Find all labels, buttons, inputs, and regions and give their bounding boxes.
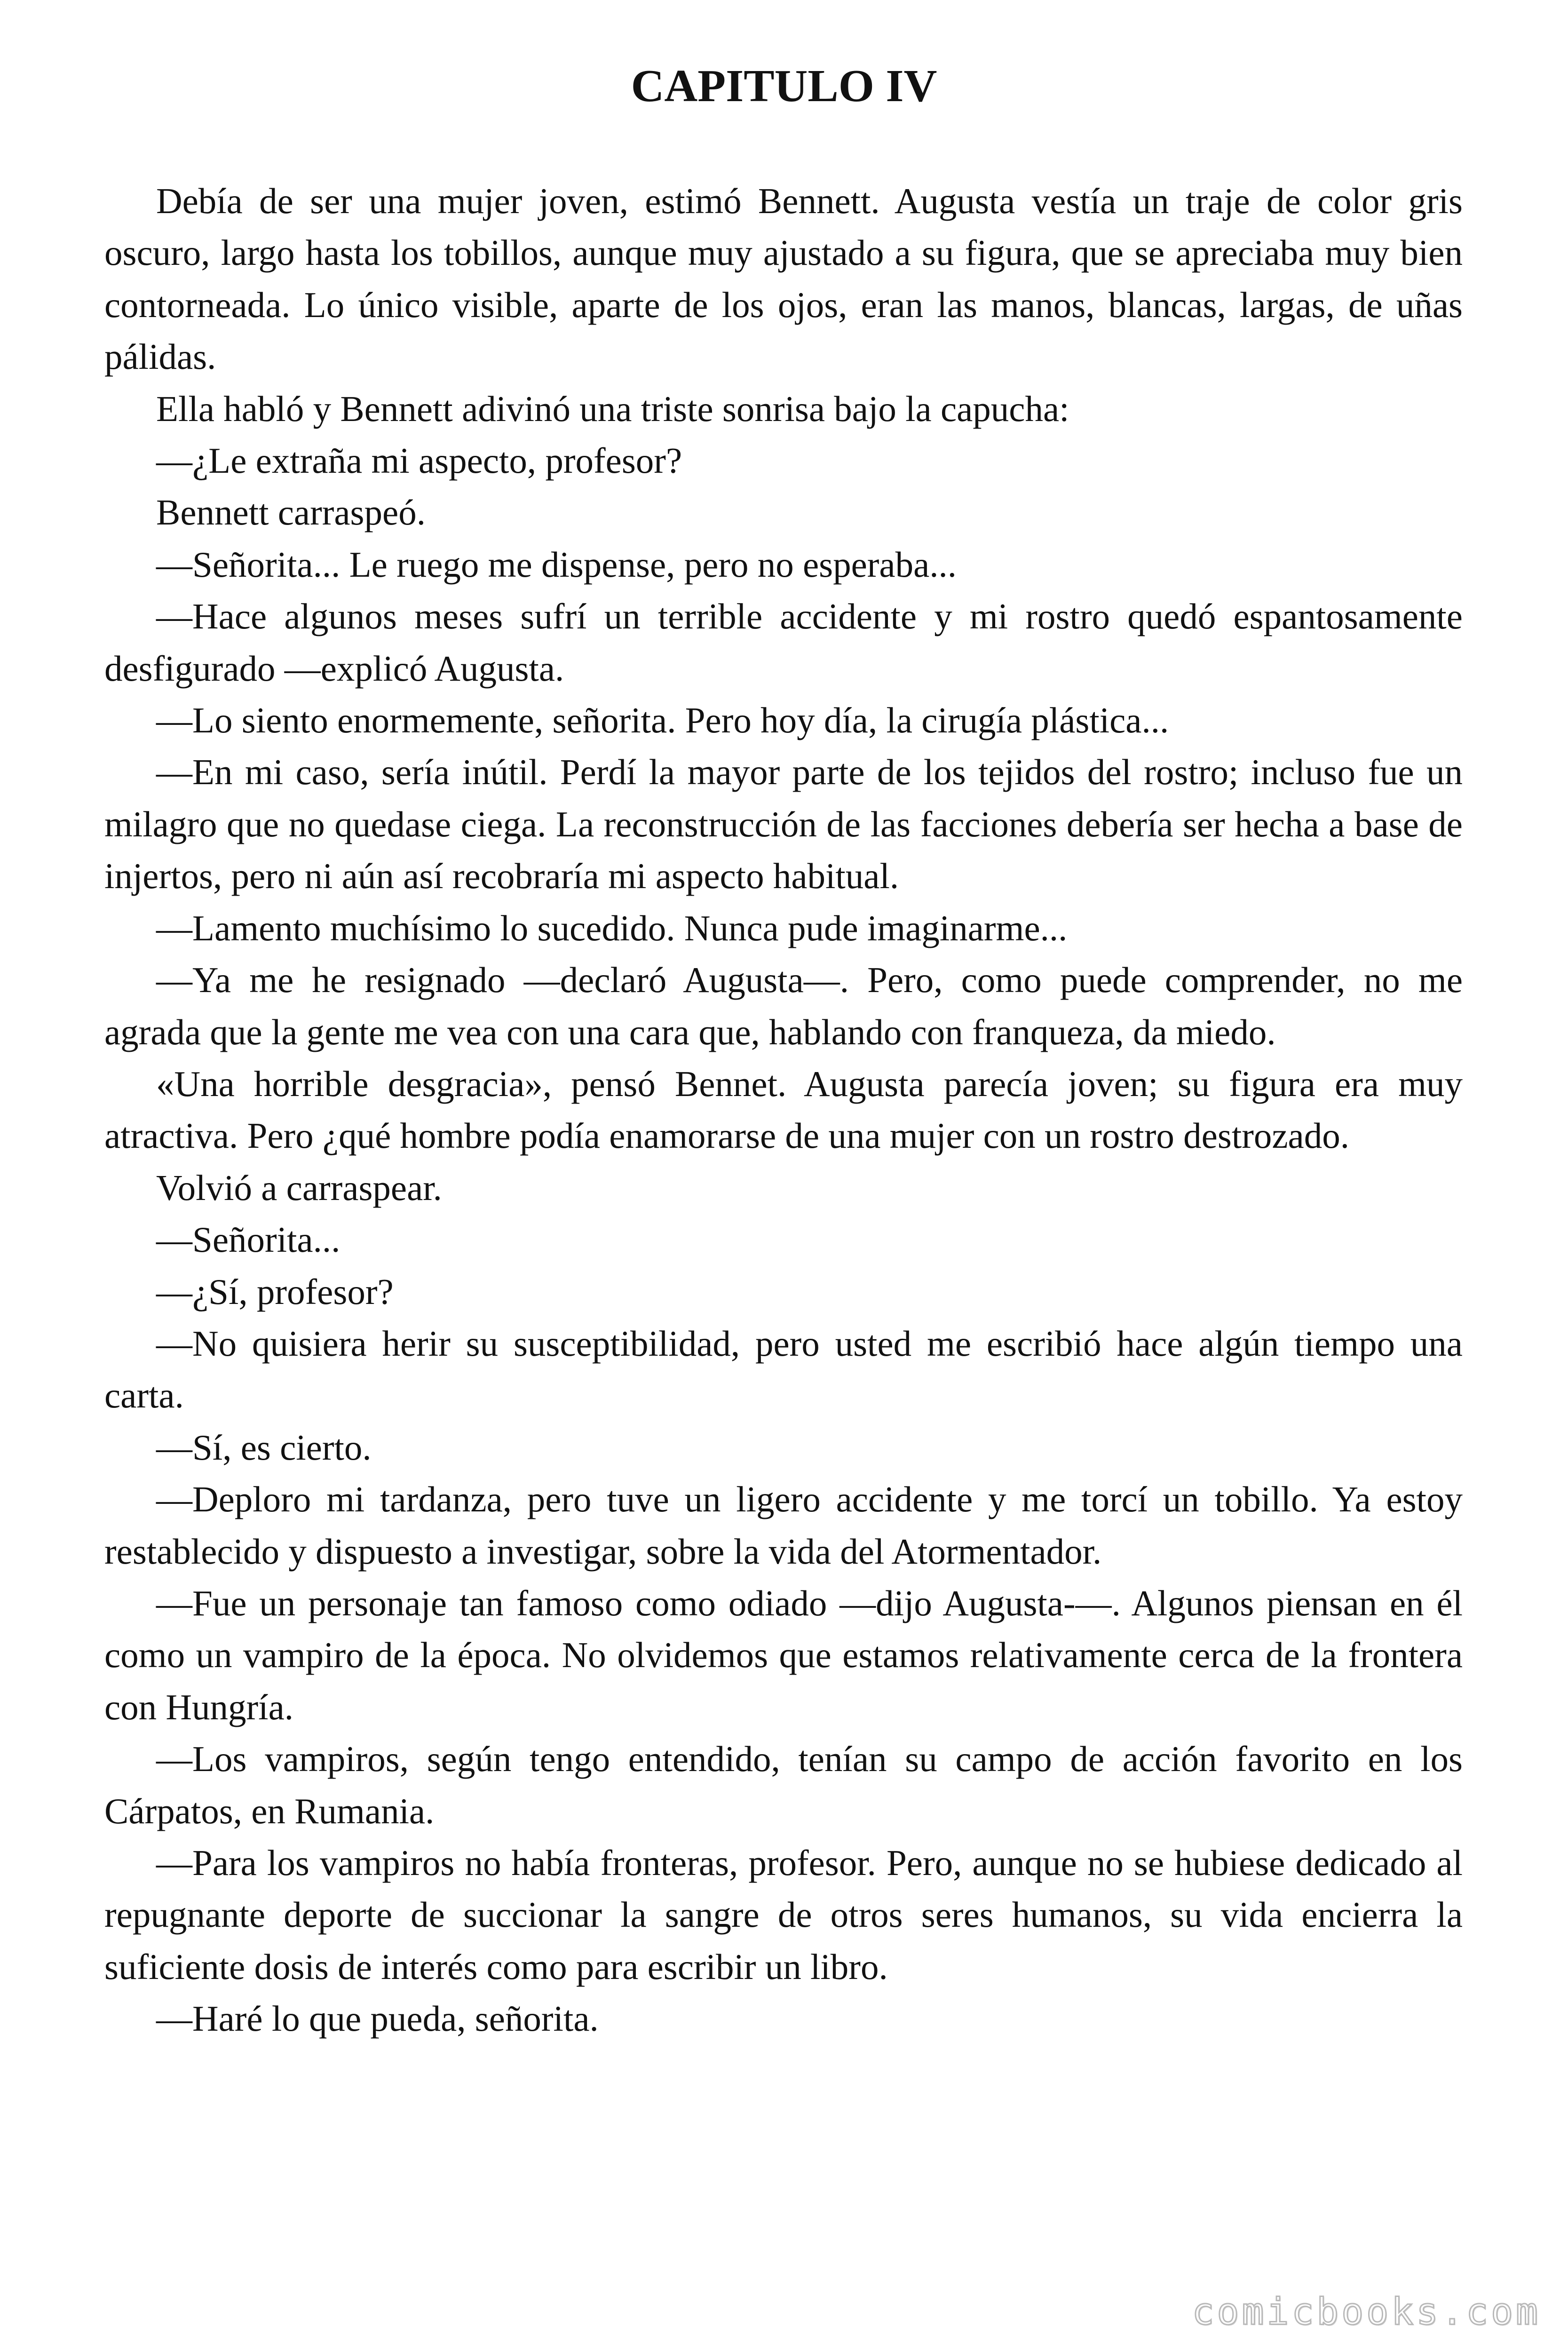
paragraph: «Una horrible desgracia», pensó Bennet. Augusta parecía joven; su figura era muy atractiva. Pero ¿qué hombre podía enamorarse de una mujer con un rostro destrozado.	[104, 1063, 1463, 1156]
paragraph: —Sí, es cierto.	[156, 1427, 372, 1468]
paragraph: —En mi caso, sería inútil. Perdí la mayor parte de los tejidos del rostro; incluso fue un milagro que no quedase ciega. La reconstrucción de las facciones debería ser hecha a base de injertos, pero ni aún así recobraría mi aspecto habitual.	[104, 752, 1463, 897]
paragraph: —Fue un personaje tan famoso como odiado —dijo Augusta-—. Algunos piensan en él como un vampiro de la época. No olvidemos que estamos relativamente cerca de la frontera con Hungría.	[104, 1582, 1463, 1727]
paragraph: Debía de ser una mujer joven, estimó Bennett. Augusta vestía un traje de color gris oscuro, largo hasta los tobillos, aunque muy ajustado a su figura, que se apreciaba muy bien contorneada. Lo único visible, aparte de los ojos, eran las manos, blancas, largas, de uñas pálidas.	[104, 181, 1463, 377]
paragraph: —¿Le extraña mi aspecto, profesor?	[156, 440, 682, 481]
chapter-body	[104, 175, 1463, 2045]
paragraph: —Haré lo que pueda, señorita.	[156, 1998, 599, 2039]
paragraph: —No quisiera herir su susceptibilidad, pero usted me escribió hace algún tiempo una carta.	[104, 1323, 1463, 1416]
paragraph: —Los vampiros, según tengo entendido, tenían su campo de acción favorito en los Cárpatos, en Rumania.	[104, 1739, 1463, 1831]
paragraph: —Ya me he resignado —declaró Augusta—. Pero, como puede comprender, no me agrada que la gente me vea con una cara que, hablando con franqueza, da miedo.	[104, 960, 1463, 1052]
paragraph: —Señorita...	[156, 1219, 341, 1260]
paragraph: Bennett carraspeó.	[156, 492, 426, 533]
paragraph: —Lamento muchísimo lo sucedido. Nunca pude imaginarme...	[156, 907, 1068, 948]
chapter-title: CAPITULO IV	[631, 61, 937, 111]
paragraph: —Para los vampiros no había fronteras, profesor. Pero, aunque no se hubiese dedicado al repugnante deporte de succionar la sangre de otros seres humanos, su vida encierra la suficiente dosis de interés como para escribir un libro.	[104, 1843, 1463, 1987]
paragraph: Ella habló y Bennett adivinó una triste sonrisa bajo la capucha:	[156, 388, 1069, 429]
paragraph: —Señorita... Le ruego me dispense, pero no esperaba...	[156, 544, 957, 585]
watermark: comicbooks.com	[1192, 2291, 1541, 2333]
paragraph: —Deploro mi tardanza, pero tuve un ligero accidente y me torcí un tobillo. Ya estoy restablecido y dispuesto a investigar, sobre la vida del Atormentador.	[104, 1479, 1463, 1572]
paragraph: Volvió a carraspear.	[156, 1167, 442, 1208]
paragraph: —Hace algunos meses sufrí un terrible accidente y mi rostro quedó espantosamente desfigurado —explicó Augusta.	[104, 596, 1463, 689]
paragraph: —Lo siento enormemente, señorita. Pero hoy día, la cirugía plástica...	[156, 700, 1169, 741]
paragraph: —¿Sí, profesor?	[156, 1271, 394, 1312]
